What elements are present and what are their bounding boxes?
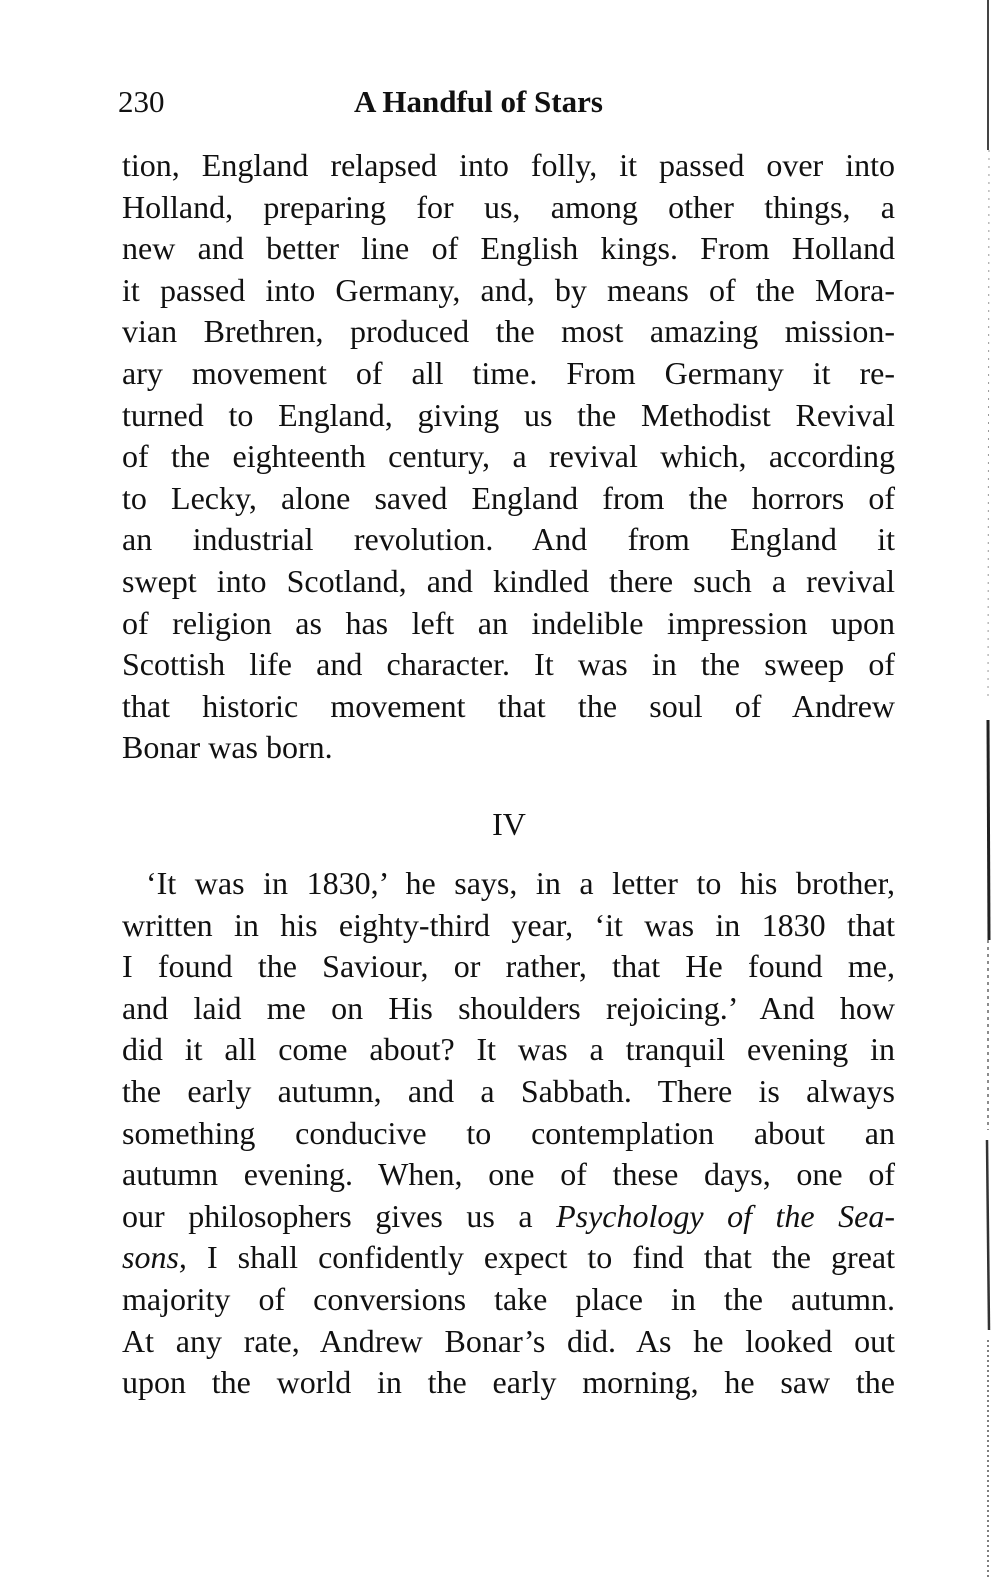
text-line: ary movement of all time. From Germany it re- bbox=[122, 354, 895, 391]
page-number: 230 bbox=[118, 84, 165, 119]
text-line: ‘It was in 1830,’ he says, in a letter to his brother, bbox=[146, 865, 895, 901]
text-line: something conducive to contemplation about an bbox=[122, 1114, 895, 1151]
text-line: of religion as has left an indelible impression upon bbox=[122, 604, 895, 641]
text-line: turned to England, giving us the Methodist Revival bbox=[122, 396, 895, 433]
text-line: that historic movement that the soul of Andrew bbox=[122, 687, 895, 724]
text-line: new and better line of English kings. From Holland bbox=[122, 230, 895, 267]
text-line: I found the Saviour, or rather, that He found me, bbox=[122, 948, 895, 985]
text-line: an industrial revolution. And from England it bbox=[122, 521, 895, 558]
scanned-page-edge bbox=[966, 0, 994, 1578]
text-line bbox=[122, 1196, 895, 1238]
text-line: autumn evening. When, one of these days, one of bbox=[122, 1156, 895, 1193]
text-line: did it all come about? It was a tranquil evening in bbox=[122, 1031, 895, 1068]
book-title-italic: sons, bbox=[122, 1239, 187, 1276]
text-line: written in his eighty-third year, ‘it was in 1830 that bbox=[122, 906, 895, 943]
running-title: A Handful of Stars bbox=[354, 84, 603, 119]
paragraph-continued bbox=[122, 145, 895, 769]
text-line: majority of conversions take place in the autumn. bbox=[122, 1280, 895, 1317]
page-header bbox=[118, 84, 898, 124]
text-run: I shall confidently expect to find that the great bbox=[186, 1239, 895, 1276]
text-line: to Lecky, alone saved England from the horrors of bbox=[122, 479, 895, 516]
book-title-italic: Psychology of the Sea- bbox=[556, 1197, 895, 1234]
text-line: Holland, preparing for us, among other things, a bbox=[122, 188, 895, 225]
text-line: of the eighteenth century, a revival which, according bbox=[122, 438, 895, 475]
text-line: swept into Scotland, and kindled there such a revival bbox=[122, 562, 895, 599]
text-line: Bonar was born. bbox=[122, 729, 333, 766]
text-line: it passed into Germany, and, by means of the Mora- bbox=[122, 271, 895, 308]
text-line: tion, England relapsed into folly, it passed over into bbox=[122, 147, 895, 183]
text-run: our philosophers gives us a bbox=[122, 1197, 557, 1234]
text-line: the early autumn, and a Sabbath. There is always bbox=[122, 1072, 895, 1109]
section-heading: IV bbox=[492, 806, 526, 842]
text-line: At any rate, Andrew Bonar’s did. As he looked out bbox=[122, 1322, 895, 1359]
text-line bbox=[122, 1237, 895, 1279]
text-line: and laid me on His shoulders rejoicing.’ And how bbox=[122, 989, 895, 1026]
text-line: upon the world in the early morning, he saw the bbox=[122, 1364, 895, 1401]
text-line: Scottish life and character. It was in the sweep of bbox=[122, 646, 895, 683]
text-line: vian Brethren, produced the most amazing mission- bbox=[122, 313, 895, 350]
paragraph-section-iv bbox=[122, 863, 895, 1404]
